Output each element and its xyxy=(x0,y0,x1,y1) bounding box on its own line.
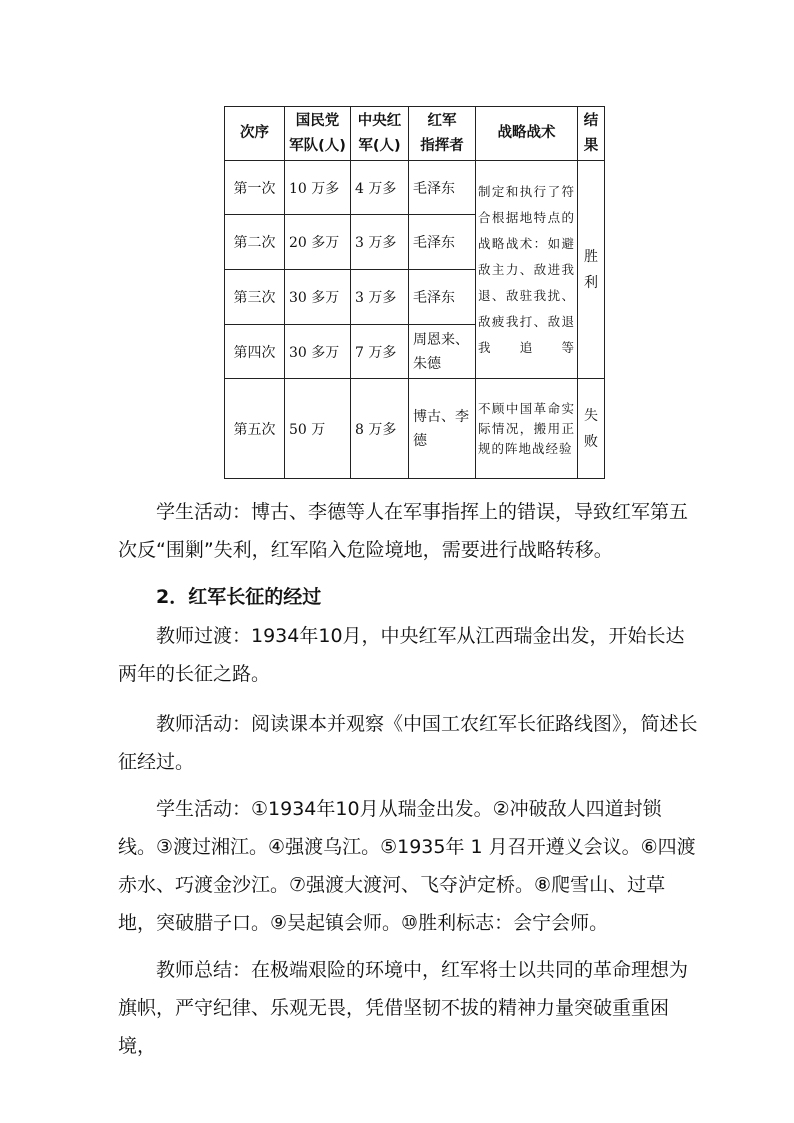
row-red: 4 万多 xyxy=(351,161,409,215)
result-success xyxy=(578,161,605,379)
strategy-failure: 不顾中国革命实际情况，搬用正规的阵地战经验 xyxy=(476,379,578,479)
row-kmt: 10 万多 xyxy=(285,161,351,215)
header-strategy: 战略战术 xyxy=(476,107,578,161)
header-red-line1: 中央红 xyxy=(357,112,402,129)
header-red-line2: 军(人) xyxy=(358,137,401,154)
row-order: 第一次 xyxy=(225,161,285,215)
paragraph-teacher-activity: 教师活动：阅读课本并观察《中国工农红军长征路线图》，简述长征经过。 xyxy=(118,713,698,773)
header-result-line2: 果 xyxy=(583,137,599,154)
result-success-line1: 胜 xyxy=(584,248,598,265)
paragraph-teacher-transition: 教师过渡：1934年10月，中央红军从江西瑞金出发，开始长达两年的长征之路。 xyxy=(118,625,685,685)
strategy-success: 制定和执行了符合根据地特点的战略战术：如避敌主力、敌进我退、敌驻我扰、敌疲我打、敌退我追等 xyxy=(476,161,578,379)
header-result-line1: 结 xyxy=(583,112,599,129)
row-kmt: 30 多万 xyxy=(285,270,351,325)
section-heading: 2．红军长征的经过 xyxy=(156,586,322,608)
row-red: 3 万多 xyxy=(351,270,409,325)
row-order: 第三次 xyxy=(225,270,285,325)
result-success-line2: 利 xyxy=(584,274,598,291)
row-red: 7 万多 xyxy=(351,325,409,379)
row-commander: 周恩来、朱德 xyxy=(409,325,476,379)
row-commander: 毛泽东 xyxy=(409,270,476,325)
header-kmt-line2: 军队(人) xyxy=(289,137,346,154)
campaign-table xyxy=(224,106,605,479)
result-failure xyxy=(578,379,605,479)
header-cmd-line1: 红军 xyxy=(427,112,457,129)
row-order: 第四次 xyxy=(225,325,285,379)
table-header-row xyxy=(225,107,605,161)
row-commander: 毛泽东 xyxy=(409,215,476,270)
table-row xyxy=(225,379,605,479)
paragraph-student-activity-1: 学生活动：博古、李德等人在军事指挥上的错误，导致红军第五次反“围剿”失利，红军陷入危险境地，需要进行战略转移。 xyxy=(118,501,689,561)
header-red-army xyxy=(351,107,409,161)
row-red: 3 万多 xyxy=(351,215,409,270)
table-row xyxy=(225,161,605,215)
header-kmt-line1: 国民党 xyxy=(295,112,340,129)
row-kmt: 30 多万 xyxy=(285,325,351,379)
row-kmt: 50 万 xyxy=(285,379,351,479)
row-commander: 毛泽东 xyxy=(409,161,476,215)
header-result xyxy=(578,107,605,161)
row-commander: 博古、李德 xyxy=(409,379,476,479)
row-red: 8 万多 xyxy=(351,379,409,479)
result-failure-line2: 败 xyxy=(584,433,598,450)
row-kmt: 20 多万 xyxy=(285,215,351,270)
row-order: 第五次 xyxy=(225,379,285,479)
header-cmd-line2: 指挥者 xyxy=(420,137,464,154)
paragraph-teacher-summary: 教师总结：在极端艰险的环境中，红军将士以共同的革命理想为旗帜，严守纪律、乐观无畏，凭借坚韧不拔的精神力量突破重重困境， xyxy=(118,959,689,1057)
header-kmt xyxy=(285,107,351,161)
row-order: 第二次 xyxy=(225,215,285,270)
header-commander xyxy=(409,107,476,161)
result-failure-line1: 失 xyxy=(584,407,598,424)
paragraph-student-activity-2: 学生活动：①1934年10月从瑞金出发。②冲破敌人四道封锁线。③渡过湘江。④强渡乌江。⑤1935年 1 月召开遵义会议。⑥四渡赤水、巧渡金沙江。⑦强渡大渡河、飞夺泸定桥。⑧爬雪山、过草地，突破腊子口。⑨吴起镇会师。⑩胜利标志：会宁会师。 xyxy=(118,798,696,934)
header-order: 次序 xyxy=(225,107,285,161)
